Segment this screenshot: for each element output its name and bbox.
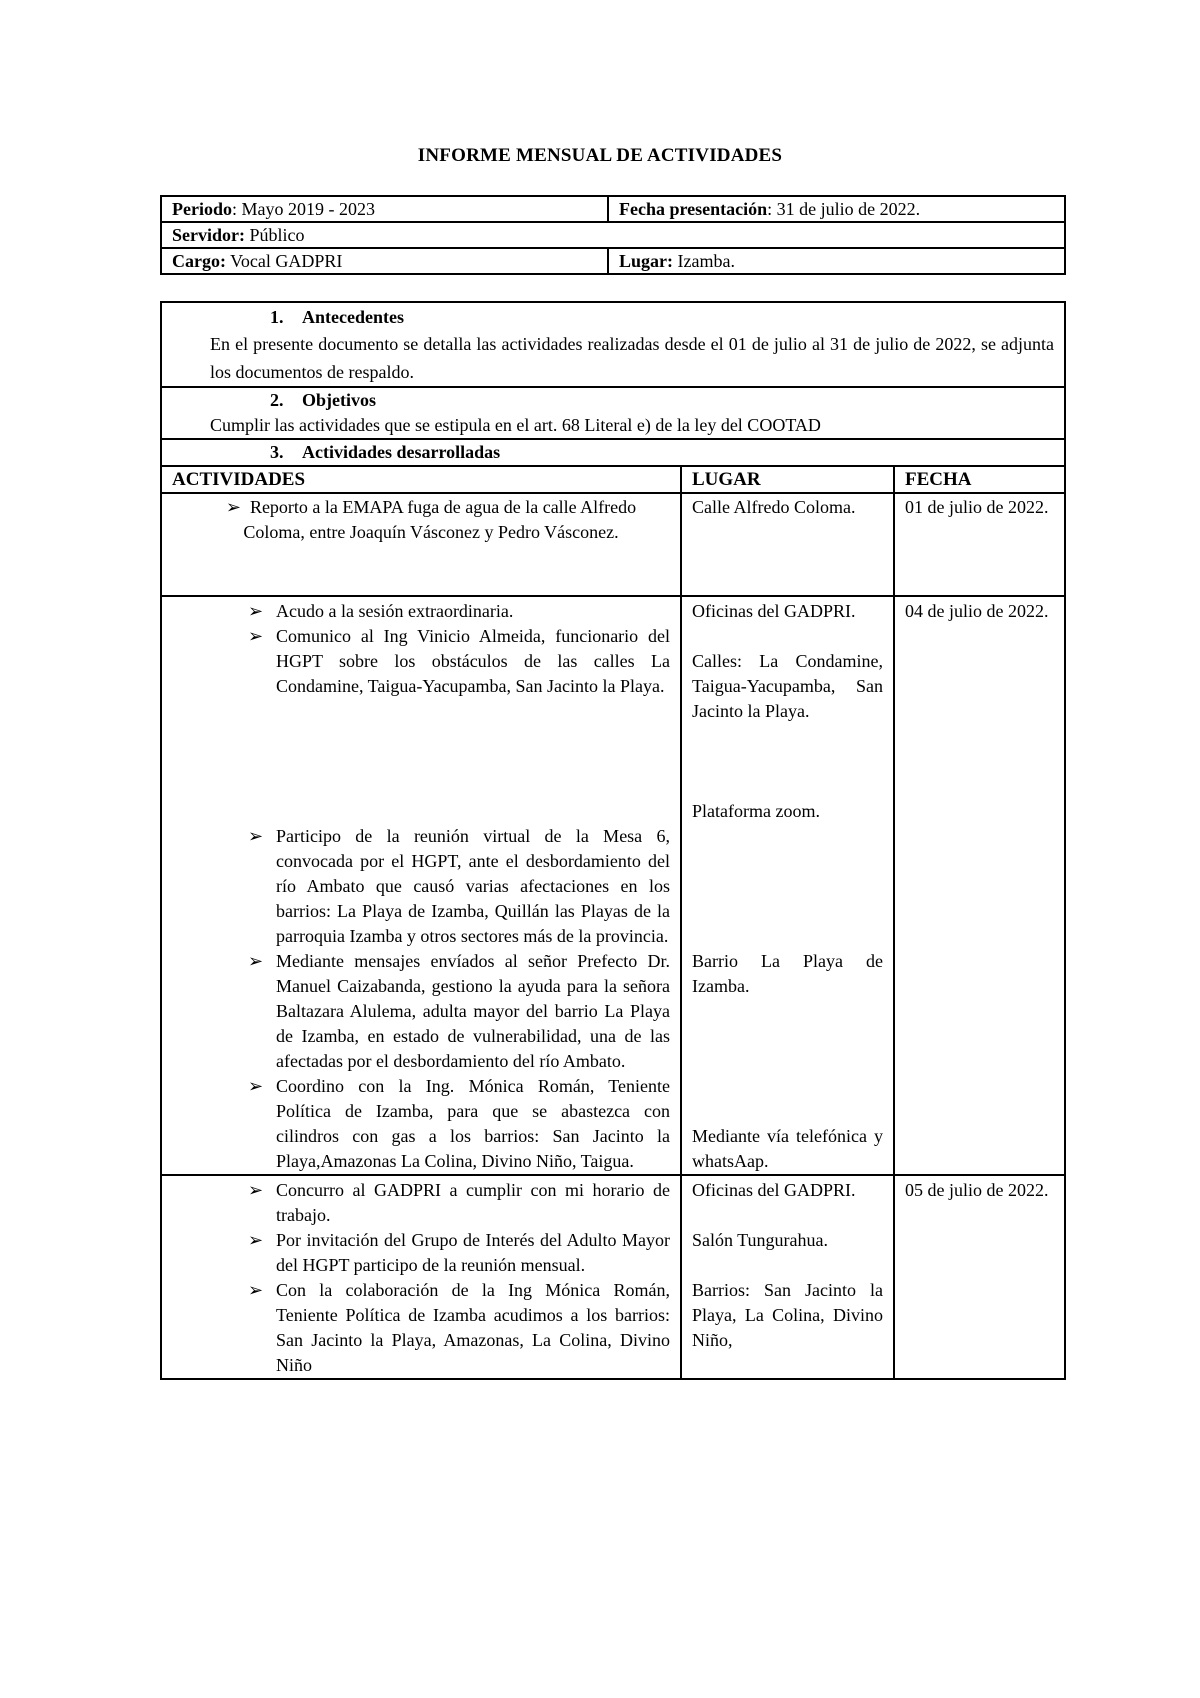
section-number: 2. [270, 390, 284, 410]
activities-header-row [161, 466, 1065, 493]
table-row [161, 596, 1065, 1175]
section-heading-antecedentes [172, 305, 1054, 330]
column-header-actividades: ACTIVIDADES [161, 466, 681, 493]
activity-text: Mediante mensajes envíados al señor Prefecto Dr. Manuel Caizabanda, gestiono la ayuda para la señora Baltazara Alulema, adulta mayor del barrio La Playa de Izamba, en estado de vulnerabilidad, una de las afectadas por el desbordamiento del río Ambato. [276, 951, 670, 1071]
servidor-value: Público [244, 225, 305, 245]
servidor-cell [161, 222, 1065, 248]
column-header-lugar: LUGAR [681, 466, 894, 493]
column-header-fecha: FECHA [894, 466, 1065, 493]
activity-text: Reporto a la EMAPA fuga de agua de la calle Alfredo Coloma, entre Joaquín Vásconez y Pedro Vásconez. [243, 497, 637, 542]
activity-text: Por invitación del Grupo de Interés del Adulto Mayor del HGPT participo de la reunión mensual. [276, 1230, 670, 1275]
activity-text: Con la colaboración de la Ing Mónica Román, Teniente Política de Izamba acudimos a los barrios: San Jacinto la Playa, Amazonas, La Colina, Divino Niño [276, 1280, 670, 1375]
table-row [161, 1175, 1065, 1379]
lugar-text: Barrio La Playa de Izamba. [692, 951, 883, 996]
arrow-bullet-icon: ➢ [248, 951, 264, 971]
lugar-cell [608, 248, 1065, 274]
activity-item [242, 624, 670, 699]
header-row-periodo [161, 196, 1065, 222]
header-row-cargo [161, 248, 1065, 274]
activity-item [242, 1178, 670, 1228]
fecha-presentacion-label: Fecha presentación [619, 199, 768, 219]
header-table [160, 195, 1066, 275]
lugar-text: Barrios: San Jacinto la Playa, La Colina, Divino Niño, [692, 1280, 883, 1350]
cargo-label: Cargo: [172, 251, 226, 271]
lugar-text: Calle Alfredo Coloma. [692, 497, 856, 517]
report-table [160, 301, 1066, 1380]
activity-text: Comunico al Ing Vinicio Almeida, funcionario del HGPT sobre los obstáculos de las calles La Condamine, Taigua-Yacupamba, San Jacinto la Playa. [276, 626, 670, 696]
activity-item [242, 949, 670, 1074]
fecha-text: 01 de julio de 2022. [905, 497, 1049, 517]
section-number: 1. [270, 307, 284, 327]
table-row [161, 493, 1065, 596]
arrow-bullet-icon: ➢ [225, 497, 241, 517]
section-title: Objetivos [302, 390, 376, 410]
fecha-presentacion-value: : 31 de julio de 2022. [767, 199, 921, 219]
periodo-value: : Mayo 2019 - 2023 [232, 199, 375, 219]
lugar-text: Oficinas del GADPRI. [692, 601, 856, 621]
arrow-bullet-icon: ➢ [248, 1180, 264, 1200]
activity-item [242, 1278, 670, 1378]
arrow-bullet-icon: ➢ [248, 601, 264, 621]
lugar-text: Calles: La Condamine, Taigua-Yacupamba, San Jacinto la Playa. [692, 651, 883, 721]
activity-text: Concurro al GADPRI a cumplir con mi horario de trabajo. [276, 1180, 670, 1225]
section-antecedentes [161, 302, 1065, 387]
section-title: Antecedentes [302, 307, 404, 327]
antecedentes-text: En el presente documento se detalla las actividades realizadas desde el 01 de julio al 31 de julio de 2022, se adjunta los documentos de respaldo. [210, 334, 1055, 382]
section-number: 3. [270, 442, 284, 462]
periodo-cell [161, 196, 608, 222]
cargo-value: Vocal GADPRI [225, 251, 343, 271]
lugar-text: Oficinas del GADPRI. [692, 1180, 856, 1200]
lugar-text: Plataforma zoom. [692, 801, 820, 821]
activity-item [242, 1074, 670, 1174]
fecha-text: 04 de julio de 2022. [905, 601, 1049, 621]
section-title: Actividades desarrolladas [302, 442, 501, 462]
fecha-presentacion-cell [608, 196, 1065, 222]
header-row-servidor [161, 222, 1065, 248]
activity-text: Participo de la reunión virtual de la Mesa 6, convocada por el HGPT, ante el desbordamiento del río Ambato que causó varias afectaciones en los barrios: La Playa de Izamba, Quillán las Playas de la parroquia Izamba y otros sectores más de la provincia. [276, 826, 670, 946]
activity-text: Coordino con la Ing. Mónica Román, Teniente Política de Izamba, para que se abastezca con cilindros con gas a los barrios: San Jacinto la Playa,Amazonas La Colina, Divino Niño, Taigua. [276, 1076, 670, 1171]
activity-item [242, 1228, 670, 1278]
activity-text: Acudo a la sesión extraordinaria. [276, 601, 514, 621]
activity-item [172, 495, 670, 545]
section-heading-objetivos [172, 388, 1054, 413]
cargo-cell [161, 248, 608, 274]
objetivos-text: Cumplir las actividades que se estipula en el art. 68 Literal e) de la ley del COOTAD [210, 415, 821, 435]
lugar-value: Izamba. [673, 251, 735, 271]
lugar-label: Lugar: [619, 251, 673, 271]
arrow-bullet-icon: ➢ [248, 1076, 264, 1096]
fecha-text: 05 de julio de 2022. [905, 1180, 1049, 1200]
arrow-bullet-icon: ➢ [248, 1280, 264, 1300]
lugar-text: Salón Tungurahua. [692, 1230, 829, 1250]
periodo-label: Periodo [172, 199, 232, 219]
document-title: INFORME MENSUAL DE ACTIVIDADES [417, 145, 783, 166]
arrow-bullet-icon: ➢ [248, 1230, 264, 1250]
activity-item [242, 824, 670, 949]
servidor-label: Servidor: [172, 225, 245, 245]
arrow-bullet-icon: ➢ [248, 826, 264, 846]
activity-item [242, 599, 670, 624]
arrow-bullet-icon: ➢ [248, 626, 264, 646]
section-actividades [161, 439, 1065, 466]
section-objetivos [161, 387, 1065, 439]
lugar-text: Mediante vía telefónica y whatsAap. [692, 1126, 883, 1171]
section-heading-actividades [172, 440, 1054, 465]
